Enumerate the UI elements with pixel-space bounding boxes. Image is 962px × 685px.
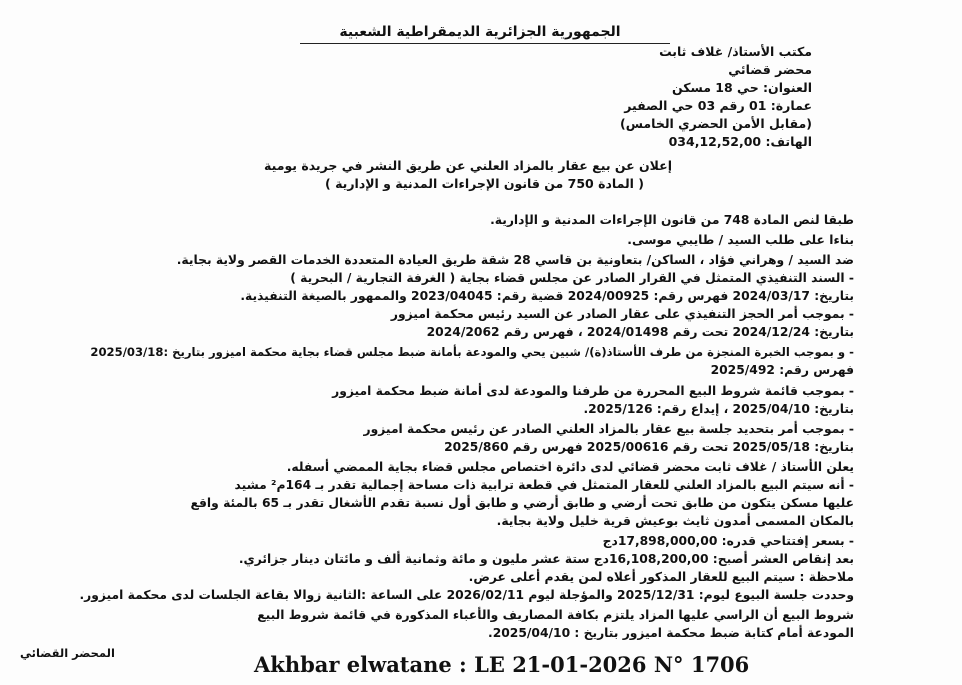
- office-line: محضر قضائي: [728, 62, 812, 77]
- body-line: - أنه سيتم البيع بالمزاد العلني للعقار المتمثل في قطعة ترابية ذات مساحة إجمالية تقدر بـ 164م² مشيد: [234, 478, 854, 492]
- office-line: العنوان: حي 18 مسكن: [671, 80, 812, 95]
- body-line: - و بموجب الخبرة المنجزة من طرف الأستاذ(ة)/ شبين يحي والمودعة بأمانة ضبط مجلس قضاء بجاية محكمة اميزور بتاريخ :2025/03/18: [90, 345, 854, 359]
- body-line: عليها مسكن يتكون من طابق تحت أرضي و طابق أرضي و طابق أول نسبة تقدم الأشغال تقدر بـ 65 بالمئة واقع: [190, 496, 854, 510]
- office-phone: الهاتف: 034,12,52,00: [668, 134, 812, 149]
- title-line: ( المادة 750 من قانون الإجراءات المدنية و الإدارية ): [325, 176, 644, 191]
- body-line: يعلن الأستاذ / غلاف ثابت محضر قضائي لدى دائرة اختصاص مجلس قضاء بجاية الممضي أسفله.: [286, 460, 854, 474]
- newspaper-footer: Akhbar elwatane : LE 21-01-2026 N° 1706: [254, 652, 750, 677]
- body-line: المودعة أمام كتابة ضبط محكمة اميزور بتاريخ : 2025/04/10.: [488, 626, 854, 640]
- bailiff-signature: المحضر القضائي: [20, 646, 115, 660]
- body-line: وحددت جلسة البيوع ليوم: 2025/12/31 والمؤجلة ليوم 2026/02/11 على الساعة :الثانية زوالا بقاعة الجلسات لدى محكمة اميزور.: [79, 588, 854, 602]
- body-line: شروط البيع أن الراسي عليها المزاد يلتزم بكافة المصاريف والأعباء المذكورة في قائمة شروط البيع: [257, 608, 854, 622]
- body-line: ضد السيد / وهراني فؤاد ، الساكن/ بتعاونية بن قاسي 28 شقة طريق العيادة المتعددة الخدمات القصر ولاية بجاية.: [176, 253, 854, 267]
- body-line: بتاريخ: 2024/12/24 تحت رقم 2024/01498 ، فهرس رقم 2024/2062: [426, 325, 854, 339]
- body-line: بالمكان المسمى أمدون ثايث بوعيش قرية خليل ولاية بجاية.: [496, 514, 854, 528]
- body-line: بتاريخ: 2025/04/10 ، إيداع رقم: 2025/126.: [583, 402, 854, 416]
- office-line: (مقابل الأمن الحضري الخامس): [620, 116, 812, 131]
- body-line: بناءا على طلب السيد / طايبي موسى.: [627, 233, 854, 247]
- header-underline: [300, 43, 670, 44]
- body-line: - بسعر إفتتاحي قدره: 17,898,000,00دج: [602, 534, 854, 548]
- office-line: عمارة: 01 رقم 03 حي الصفير: [624, 98, 812, 113]
- body-line: - بموجب أمر بتحديد جلسة بيع عقار بالمزاد العلني الصادر عن رئيس محكمة اميزور: [363, 422, 854, 436]
- office-line: مكتب الأستاذ/ غلاف ثابت: [659, 44, 812, 59]
- body-line: - بموجب قائمة شروط البيع المحررة من طرفنا والمودعة لدى أمانة ضبط محكمة اميزور: [332, 384, 854, 398]
- note-line: ملاحظة : سيتم البيع للعقار المذكور أعلاه لمن يقدم أعلى عرض.: [468, 570, 854, 584]
- body-line: بتاريخ: 2024/03/17 فهرس رقم: 2024/00925 قضية رقم: 2023/04045 والممهور بالصيغة التنفيذية.: [240, 289, 854, 303]
- body-line: فهرس رقم: 2025/492: [710, 363, 854, 377]
- body-line: - السند التنفيذي المتمثل في القرار الصادر عن مجلس قضاء بجاية ( الغرفة التجارية / البحرية ): [290, 271, 854, 285]
- title-line: إعلان عن بيع عقار بالمزاد العلني عن طريق النشر في جريدة يومية: [264, 158, 672, 173]
- body-line: طبقا لنص المادة 748 من قانون الإجراءات المدنية و الإدارية.: [490, 213, 854, 227]
- body-line: - بموجب أمر الحجز التنفيذي على عقار الصادر عن السيد رئيس محكمة اميزور: [390, 307, 854, 321]
- body-line: بتاريخ: 2025/05/18 تحت رقم 2025/00616 فهرس رقم 2025/860: [444, 440, 854, 454]
- body-line: بعد إنقاص العشر أصبح: 16,108,200,00دج ستة عشر مليون و مائة وثمانية ألف و مائتان دينار جزائري.: [238, 552, 854, 566]
- republic-header: الجمهورية الجزائرية الديمقراطية الشعبية: [339, 24, 621, 40]
